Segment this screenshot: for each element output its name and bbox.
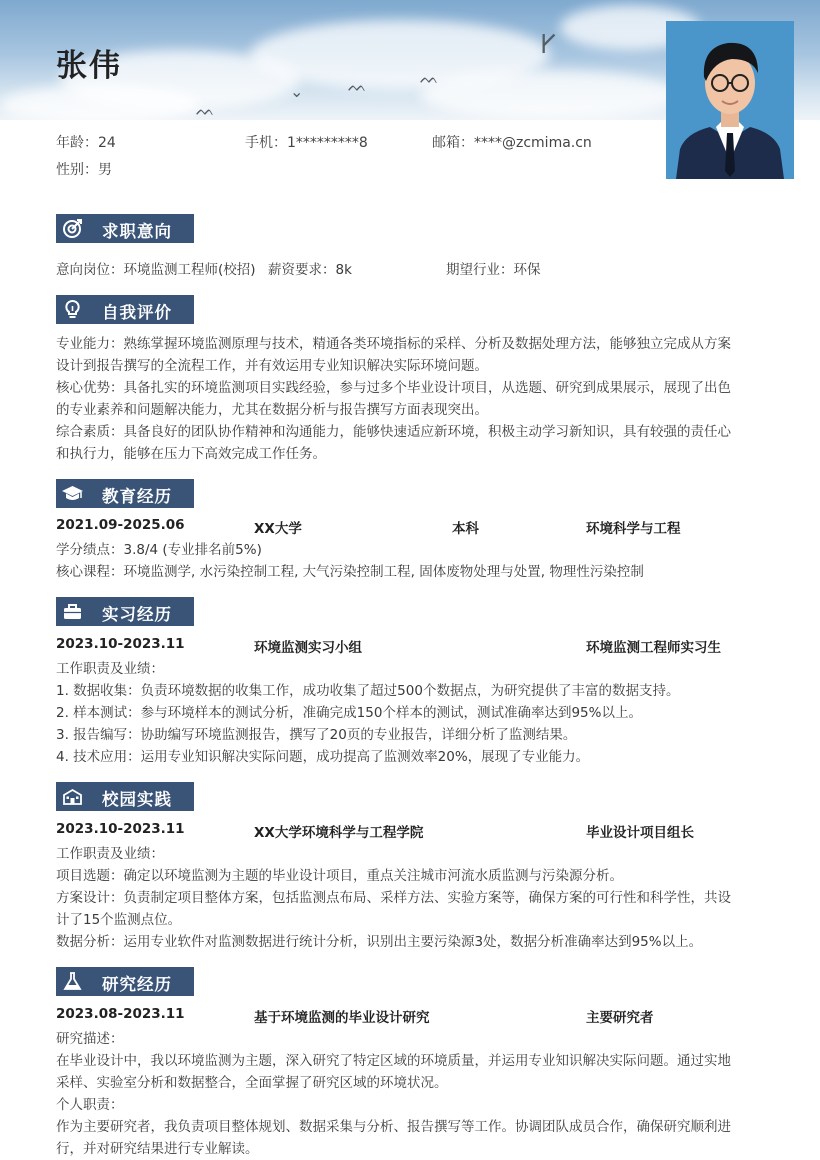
campus-line: 项目选题：确定以环境监测为主题的毕业设计项目，重点关注城市河流水质监测与污染源分析。 bbox=[56, 868, 623, 884]
campus-line: 工作职责及业绩： bbox=[56, 846, 164, 862]
age-text: 年龄：24 bbox=[56, 135, 116, 151]
education-degree: 本科 bbox=[452, 521, 479, 537]
education-date: 2021.09-2025.06 bbox=[56, 517, 185, 533]
internship-role: 环境监测工程师实习生 bbox=[586, 640, 721, 656]
internship-line: 2. 样本测试：参与环境样本的测试分析，准确完成150个样本的测试，测试准确率达到95%以上。 bbox=[56, 705, 642, 721]
research-line: 采样、实验室分析和数据整合，全面掌握了研究区域的环境状况。 bbox=[56, 1075, 448, 1091]
self-eval-line: 的专业素养和问题解决能力，尤其在数据分析与报告撰写方面表现突出。 bbox=[56, 402, 488, 418]
education-line: 学分绩点：3.8/4 (专业排名前5%) bbox=[56, 542, 262, 558]
section-title: 实习经历 bbox=[102, 605, 172, 624]
graduation-cap-icon bbox=[60, 481, 85, 506]
section-header-internship bbox=[56, 597, 194, 626]
internship-line: 3. 报告编写：协助编写环境监测报告，撰写了20页的专业报告，详细分析了监测结果。 bbox=[56, 727, 577, 743]
internship-org: 环境监测实习小组 bbox=[254, 640, 362, 656]
campus-role: 毕业设计项目组长 bbox=[586, 825, 694, 841]
flask-icon bbox=[60, 969, 85, 994]
campus-line: 计了15个监测点位。 bbox=[56, 912, 182, 928]
bird-icon: 𐌖 bbox=[540, 30, 557, 60]
internship-line: 4. 技术应用：运用专业知识解决实际问题，成功提高了监测效率20%，展现了专业能力。 bbox=[56, 749, 590, 765]
lightbulb-icon bbox=[60, 297, 85, 322]
research-line: 行，并对研究结果进行专业解读。 bbox=[56, 1141, 259, 1157]
research-line: 个人职责： bbox=[56, 1097, 124, 1113]
internship-line: 工作职责及业绩： bbox=[56, 661, 164, 677]
research-project: 基于环境监测的毕业设计研究 bbox=[254, 1010, 430, 1026]
research-line: 研究描述： bbox=[56, 1031, 124, 1047]
candidate-name: 张伟 bbox=[56, 48, 122, 84]
intention-row bbox=[56, 258, 770, 280]
internship-row bbox=[56, 636, 770, 658]
gender-row bbox=[56, 159, 356, 179]
bird-icon: ᨓ bbox=[348, 76, 368, 95]
basic-info-row bbox=[56, 132, 656, 152]
self-eval-line: 核心优势：具备扎实的环境监测项目实践经验，参与过多个毕业设计项目，从选题、研究到成果展示，展现了出色 bbox=[56, 380, 731, 396]
campus-date: 2023.10-2023.11 bbox=[56, 821, 185, 837]
self-eval-line: 和执行力，能够在压力下高效完成工作任务。 bbox=[56, 446, 326, 462]
briefcase-icon bbox=[60, 599, 85, 624]
bird-icon: ᨓ bbox=[420, 68, 440, 87]
research-date: 2023.08-2023.11 bbox=[56, 1006, 185, 1022]
education-major: 环境科学与工程 bbox=[586, 521, 681, 537]
campus-org: XX大学环境科学与工程学院 bbox=[254, 825, 424, 841]
section-header-intention bbox=[56, 214, 194, 243]
section-title: 自我评价 bbox=[102, 303, 172, 322]
research-line: 作为主要研究者，我负责项目整体规划、数据采集与分析、报告撰写等工作。协调团队成员合作，确保研究顺利进 bbox=[56, 1119, 731, 1135]
section-title: 教育经历 bbox=[102, 487, 172, 506]
campus-line: 方案设计：负责制定项目整体方案，包括监测点布局、采样方法、实验方案等，确保方案的可行性和科学性，共设 bbox=[56, 890, 731, 906]
bird-icon: ⌄ bbox=[290, 82, 304, 101]
section-header-self-eval bbox=[56, 295, 194, 324]
campus-row bbox=[56, 821, 770, 843]
intention-salary: 薪资要求：8k bbox=[268, 262, 352, 278]
self-eval-line: 专业能力：熟练掌握环境监测原理与技术，精通各类环境指标的采样、分析及数据处理方法，能够独立完成从方案 bbox=[56, 336, 731, 352]
section-header-research bbox=[56, 967, 194, 996]
research-line: 在毕业设计中，我以环境监测为主题，深入研究了特定区域的环境质量，并运用专业知识解决实际问题。通过实地 bbox=[56, 1053, 731, 1069]
profile-photo bbox=[666, 21, 794, 179]
bird-icon: ᨓ bbox=[196, 100, 216, 119]
education-row bbox=[56, 517, 770, 539]
intention-industry: 期望行业：环保 bbox=[446, 262, 541, 278]
school-building-icon bbox=[60, 784, 85, 809]
education-school: XX大学 bbox=[254, 521, 302, 537]
intention-position: 意向岗位：环境监测工程师(校招) bbox=[56, 262, 256, 278]
internship-date: 2023.10-2023.11 bbox=[56, 636, 185, 652]
self-eval-line: 设计到报告撰写的全流程工作，并有效运用专业知识解决实际环境问题。 bbox=[56, 358, 488, 374]
gender-text: 性别：男 bbox=[56, 162, 112, 178]
research-row bbox=[56, 1006, 770, 1028]
section-title: 求职意向 bbox=[102, 222, 172, 241]
research-role: 主要研究者 bbox=[586, 1010, 654, 1026]
section-header-campus bbox=[56, 782, 194, 811]
section-title: 研究经历 bbox=[102, 975, 172, 994]
self-eval-line: 综合素质：具备良好的团队协作精神和沟通能力，能够快速适应新环境，积极主动学习新知识，具有较强的责任心 bbox=[56, 424, 731, 440]
target-icon bbox=[60, 216, 85, 241]
phone-text: 手机：1*********8 bbox=[245, 135, 368, 151]
section-header-education bbox=[56, 479, 194, 508]
campus-line: 数据分析：运用专业软件对监测数据进行统计分析，识别出主要污染源3处，数据分析准确率达到95%以上。 bbox=[56, 934, 703, 950]
education-line: 核心课程：环境监测学, 水污染控制工程, 大气污染控制工程, 固体废物处理与处置, 物理性污染控制 bbox=[56, 564, 644, 580]
section-title: 校园实践 bbox=[102, 790, 172, 809]
email-text: 邮箱：****@zcmima.cn bbox=[432, 135, 592, 151]
internship-line: 1. 数据收集：负责环境数据的收集工作，成功收集了超过500个数据点，为研究提供了丰富的数据支持。 bbox=[56, 683, 680, 699]
